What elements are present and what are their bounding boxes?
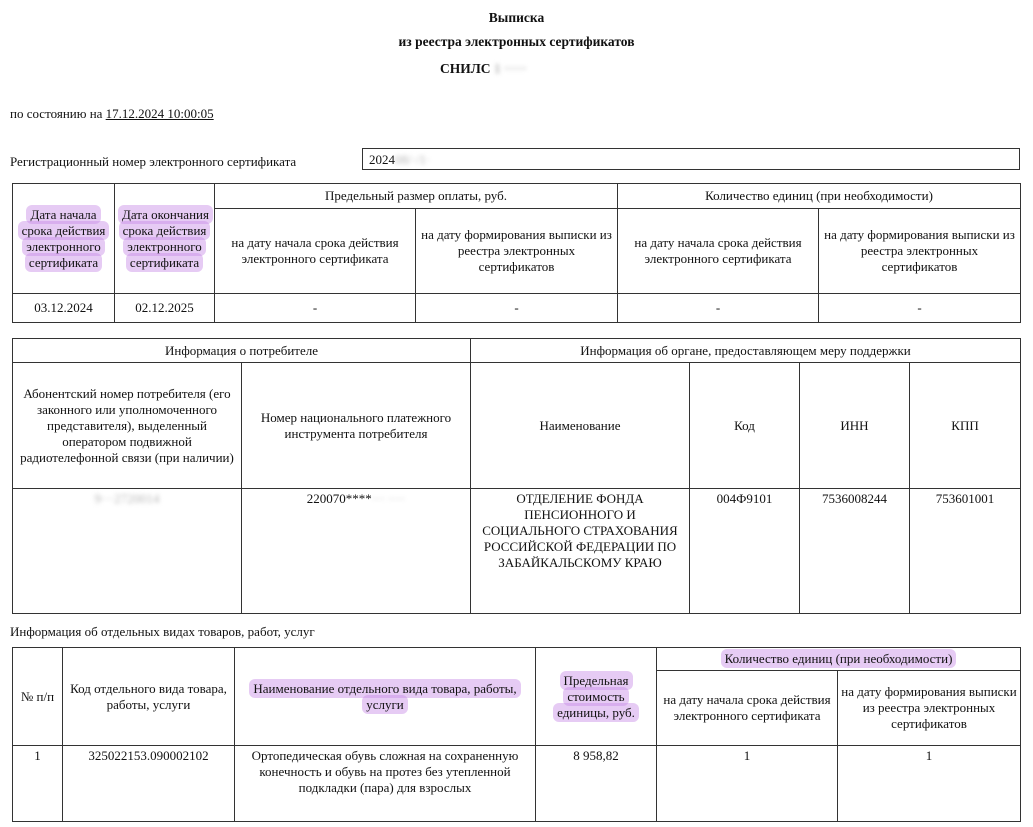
goods-sub-units-on-extract: на дату формирования выписки из реестра электронных сертификатов [838,671,1021,746]
snils-line [440,61,527,77]
cell-units-start: - [618,294,819,323]
certificate-table [12,183,1021,323]
cell-authority-code: 004Ф9101 [690,489,800,614]
sub-units-on-start: на дату начала срока действия электронного сертификата [618,209,819,294]
col-card-number: Номер национального платежного инструмента потребителя [242,363,471,489]
reg-number-visible: 2024 [369,152,395,167]
sub-payment-on-extract: на дату формирования выписки из реестра электронных сертификатов [416,209,618,294]
col-goods-code: Код отдельного вида товара, работы, услуги [63,648,235,746]
as-of-line [10,106,214,122]
reg-number-label: Регистрационный номер электронного сертификата [10,154,297,169]
cell-authority-name: ОТДЕЛЕНИЕ ФОНДА ПЕНСИОННОГО И СОЦИАЛЬНОГО СТРАХОВАНИЯ РОССИЙСКОЙ ФЕДЕРАЦИИ ПО ЗАБАЙКАЛЬСКОМУ КРАЮ [471,489,690,614]
cell-goods-code: 325022153.090002102 [63,746,235,822]
col-subscriber-number: Абонентский номер потребителя (его законного или уполномоченного представителя), выделенный оператором подвижной радиотелефонной связи (при наличии) [13,363,242,489]
group-authority-header: Информация об органе, предоставляющем меру поддержки [471,339,1021,363]
group-consumer-header: Информация о потребителе [13,339,471,363]
col-authority-name: Наименование [471,363,690,489]
sub-payment-on-start: на дату начала срока действия электронного сертификата [215,209,416,294]
as-of-datetime: 17.12.2024 10:00:05 [105,106,214,121]
col-goods-price: Предельная стоимость единицы, руб. [536,648,657,746]
cell-subscriber-number: 9···2720014 [13,489,242,614]
snils-value: 1 [493,61,501,76]
cell-pay-extract: - [416,294,618,323]
cell-cert-end: 02.12.2025 [115,294,215,323]
document-title: Выписка [488,10,545,25]
cell-cert-start: 03.12.2024 [13,294,115,323]
group-payment-header: Предельный размер оплаты, руб. [215,184,618,209]
reg-number-redacted: 08/·/1· [395,152,431,167]
goods-group-units-header: Количество единиц (при необходимости) [657,648,1021,671]
sub-units-on-extract: на дату формирования выписки из реестра электронных сертификатов [819,209,1021,294]
col-authority-inn: ИНН [800,363,910,489]
group-units-header: Количество единиц (при необходимости) [618,184,1021,209]
cell-card-number: 220070****··· ···· [242,489,471,614]
cell-units-extract: - [819,294,1021,323]
col-goods-name: Наименование отдельного вида товара, работы, услуги [235,648,536,746]
goods-section-caption: Информация об отдельных видах товаров, работ, услуг [10,624,315,639]
reg-number-field [362,148,1020,170]
snils-label: СНИЛС [440,61,491,76]
cell-goods-units-start: 1 [657,746,838,822]
goods-sub-units-on-start: на дату начала срока действия электронного сертификата [657,671,838,746]
snils-redacted: ····· [504,61,527,76]
cell-goods-units-extract: 1 [838,746,1021,822]
document-subtitle: из реестра электронных сертификатов [398,34,635,49]
col-authority-kpp: КПП [910,363,1021,489]
cell-row-number: 1 [13,746,63,822]
cell-goods-price: 8 958,82 [536,746,657,822]
consumer-table [12,338,1021,614]
cell-pay-start: - [215,294,416,323]
col-cert-start: Дата начала срока действия электронного сертификата [13,184,115,294]
cell-goods-name: Ортопедическая обувь сложная на сохраненную конечность и обувь на протез без утепленной подкладки (пара) для взрослых [235,746,536,822]
col-row-number: № п/п [13,648,63,746]
goods-table [12,647,1021,822]
cell-authority-inn: 7536008244 [800,489,910,614]
cell-authority-kpp: 753601001 [910,489,1021,614]
col-authority-code: Код [690,363,800,489]
as-of-label: по состоянию на [10,106,103,121]
col-cert-end: Дата окончания срока действия электронного сертификата [115,184,215,294]
